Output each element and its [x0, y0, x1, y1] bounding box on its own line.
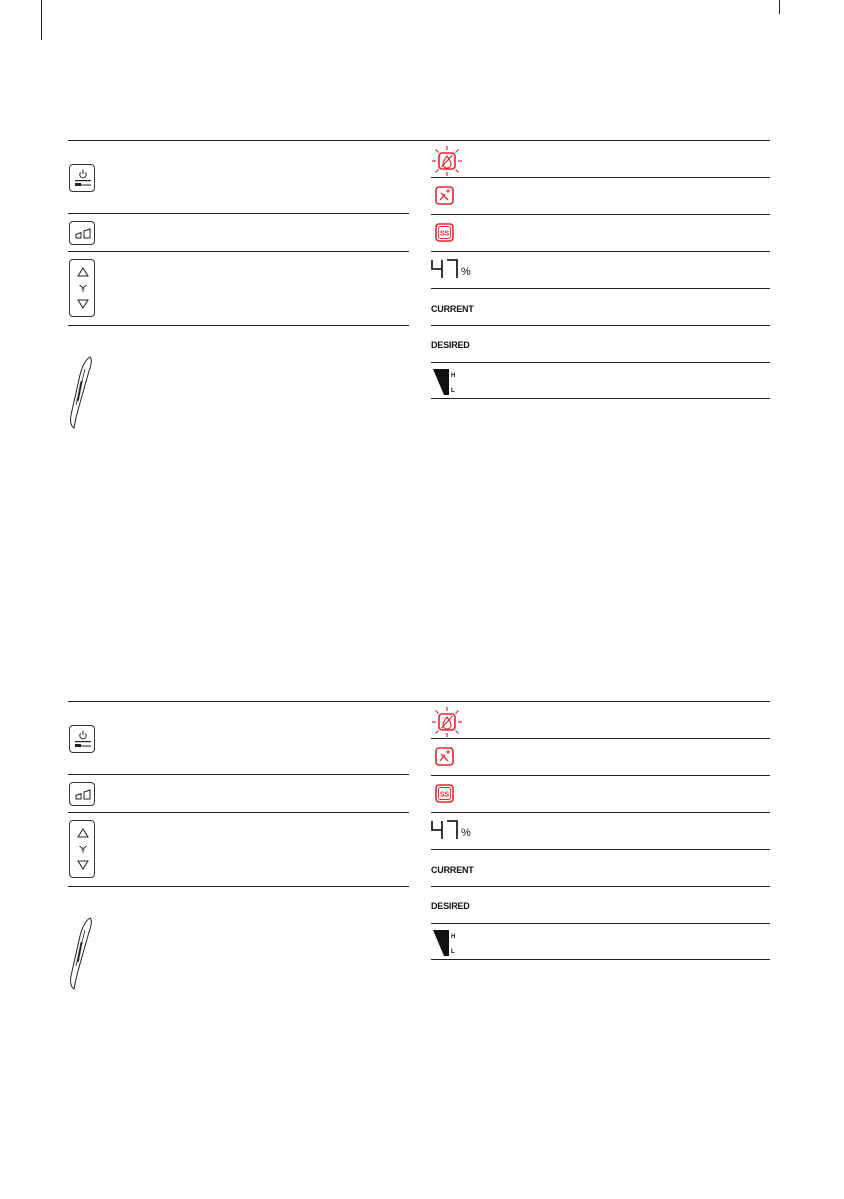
mode-icon [70, 783, 96, 807]
up-arrow-icon [78, 829, 88, 837]
mode-icon [70, 222, 96, 246]
divider [68, 213, 409, 214]
smart-sensor-icon [431, 781, 457, 807]
svg-text:SS: SS [439, 230, 450, 238]
up-down-fan-icon [70, 821, 96, 879]
power-timer-icon [70, 165, 96, 193]
divider [68, 251, 409, 252]
panel-bottom [0, 701, 844, 1001]
divider [431, 325, 770, 326]
fan-speed-icon [431, 367, 451, 397]
fan-low-label: L [451, 388, 455, 394]
divider [68, 774, 409, 775]
filter-clean-icon [431, 744, 457, 770]
tank-full-alert-icon [431, 145, 463, 177]
mode-button[interactable] [69, 782, 95, 806]
remote-control-icon [66, 916, 98, 991]
fan-high-label: H [451, 934, 456, 940]
divider [431, 738, 770, 739]
binding-margin-line [41, 0, 42, 40]
smart-sensor-icon [431, 220, 457, 246]
divider [431, 923, 770, 924]
divider [431, 251, 770, 252]
up-down-fan-icon [70, 260, 96, 318]
divider [431, 886, 770, 887]
divider [68, 886, 409, 887]
tank-full-alert-icon [431, 706, 463, 738]
panel-top-rule [68, 140, 770, 141]
current-label: CURRENT [431, 865, 474, 875]
filter-clean-icon [431, 183, 457, 209]
divider [431, 812, 770, 813]
svg-text:SS: SS [439, 791, 450, 799]
divider [431, 775, 770, 776]
fan-low-label: L [451, 949, 455, 955]
power-timer-button[interactable] [69, 725, 95, 753]
power-timer-button[interactable] [69, 164, 95, 192]
divider [431, 288, 770, 289]
divider [68, 812, 409, 813]
divider [431, 214, 770, 215]
humidity-display [431, 819, 477, 848]
up-arrow-icon [78, 268, 88, 276]
panel-top [0, 140, 844, 440]
down-arrow-icon [78, 300, 88, 308]
panel-bottom-rule [68, 701, 770, 702]
current-label: CURRENT [431, 304, 474, 314]
fan-speed-icon [431, 928, 451, 958]
mode-button[interactable] [69, 221, 95, 245]
divider [68, 325, 409, 326]
up-down-fan-button[interactable] [69, 820, 95, 878]
fan-high-label: H [451, 373, 456, 379]
divider [431, 398, 770, 399]
humidity-display [431, 258, 477, 287]
down-arrow-icon [78, 861, 88, 869]
up-down-fan-button[interactable] [69, 259, 95, 317]
divider [431, 849, 770, 850]
power-timer-icon [70, 726, 96, 754]
remote-control-icon [66, 355, 98, 430]
divider [431, 362, 770, 363]
divider [431, 177, 770, 178]
humidity-unit: % [461, 827, 471, 839]
crop-mark [779, 0, 780, 14]
humidity-unit: % [461, 266, 471, 278]
desired-label: DESIRED [431, 901, 470, 911]
divider [431, 959, 770, 960]
desired-label: DESIRED [431, 340, 470, 350]
